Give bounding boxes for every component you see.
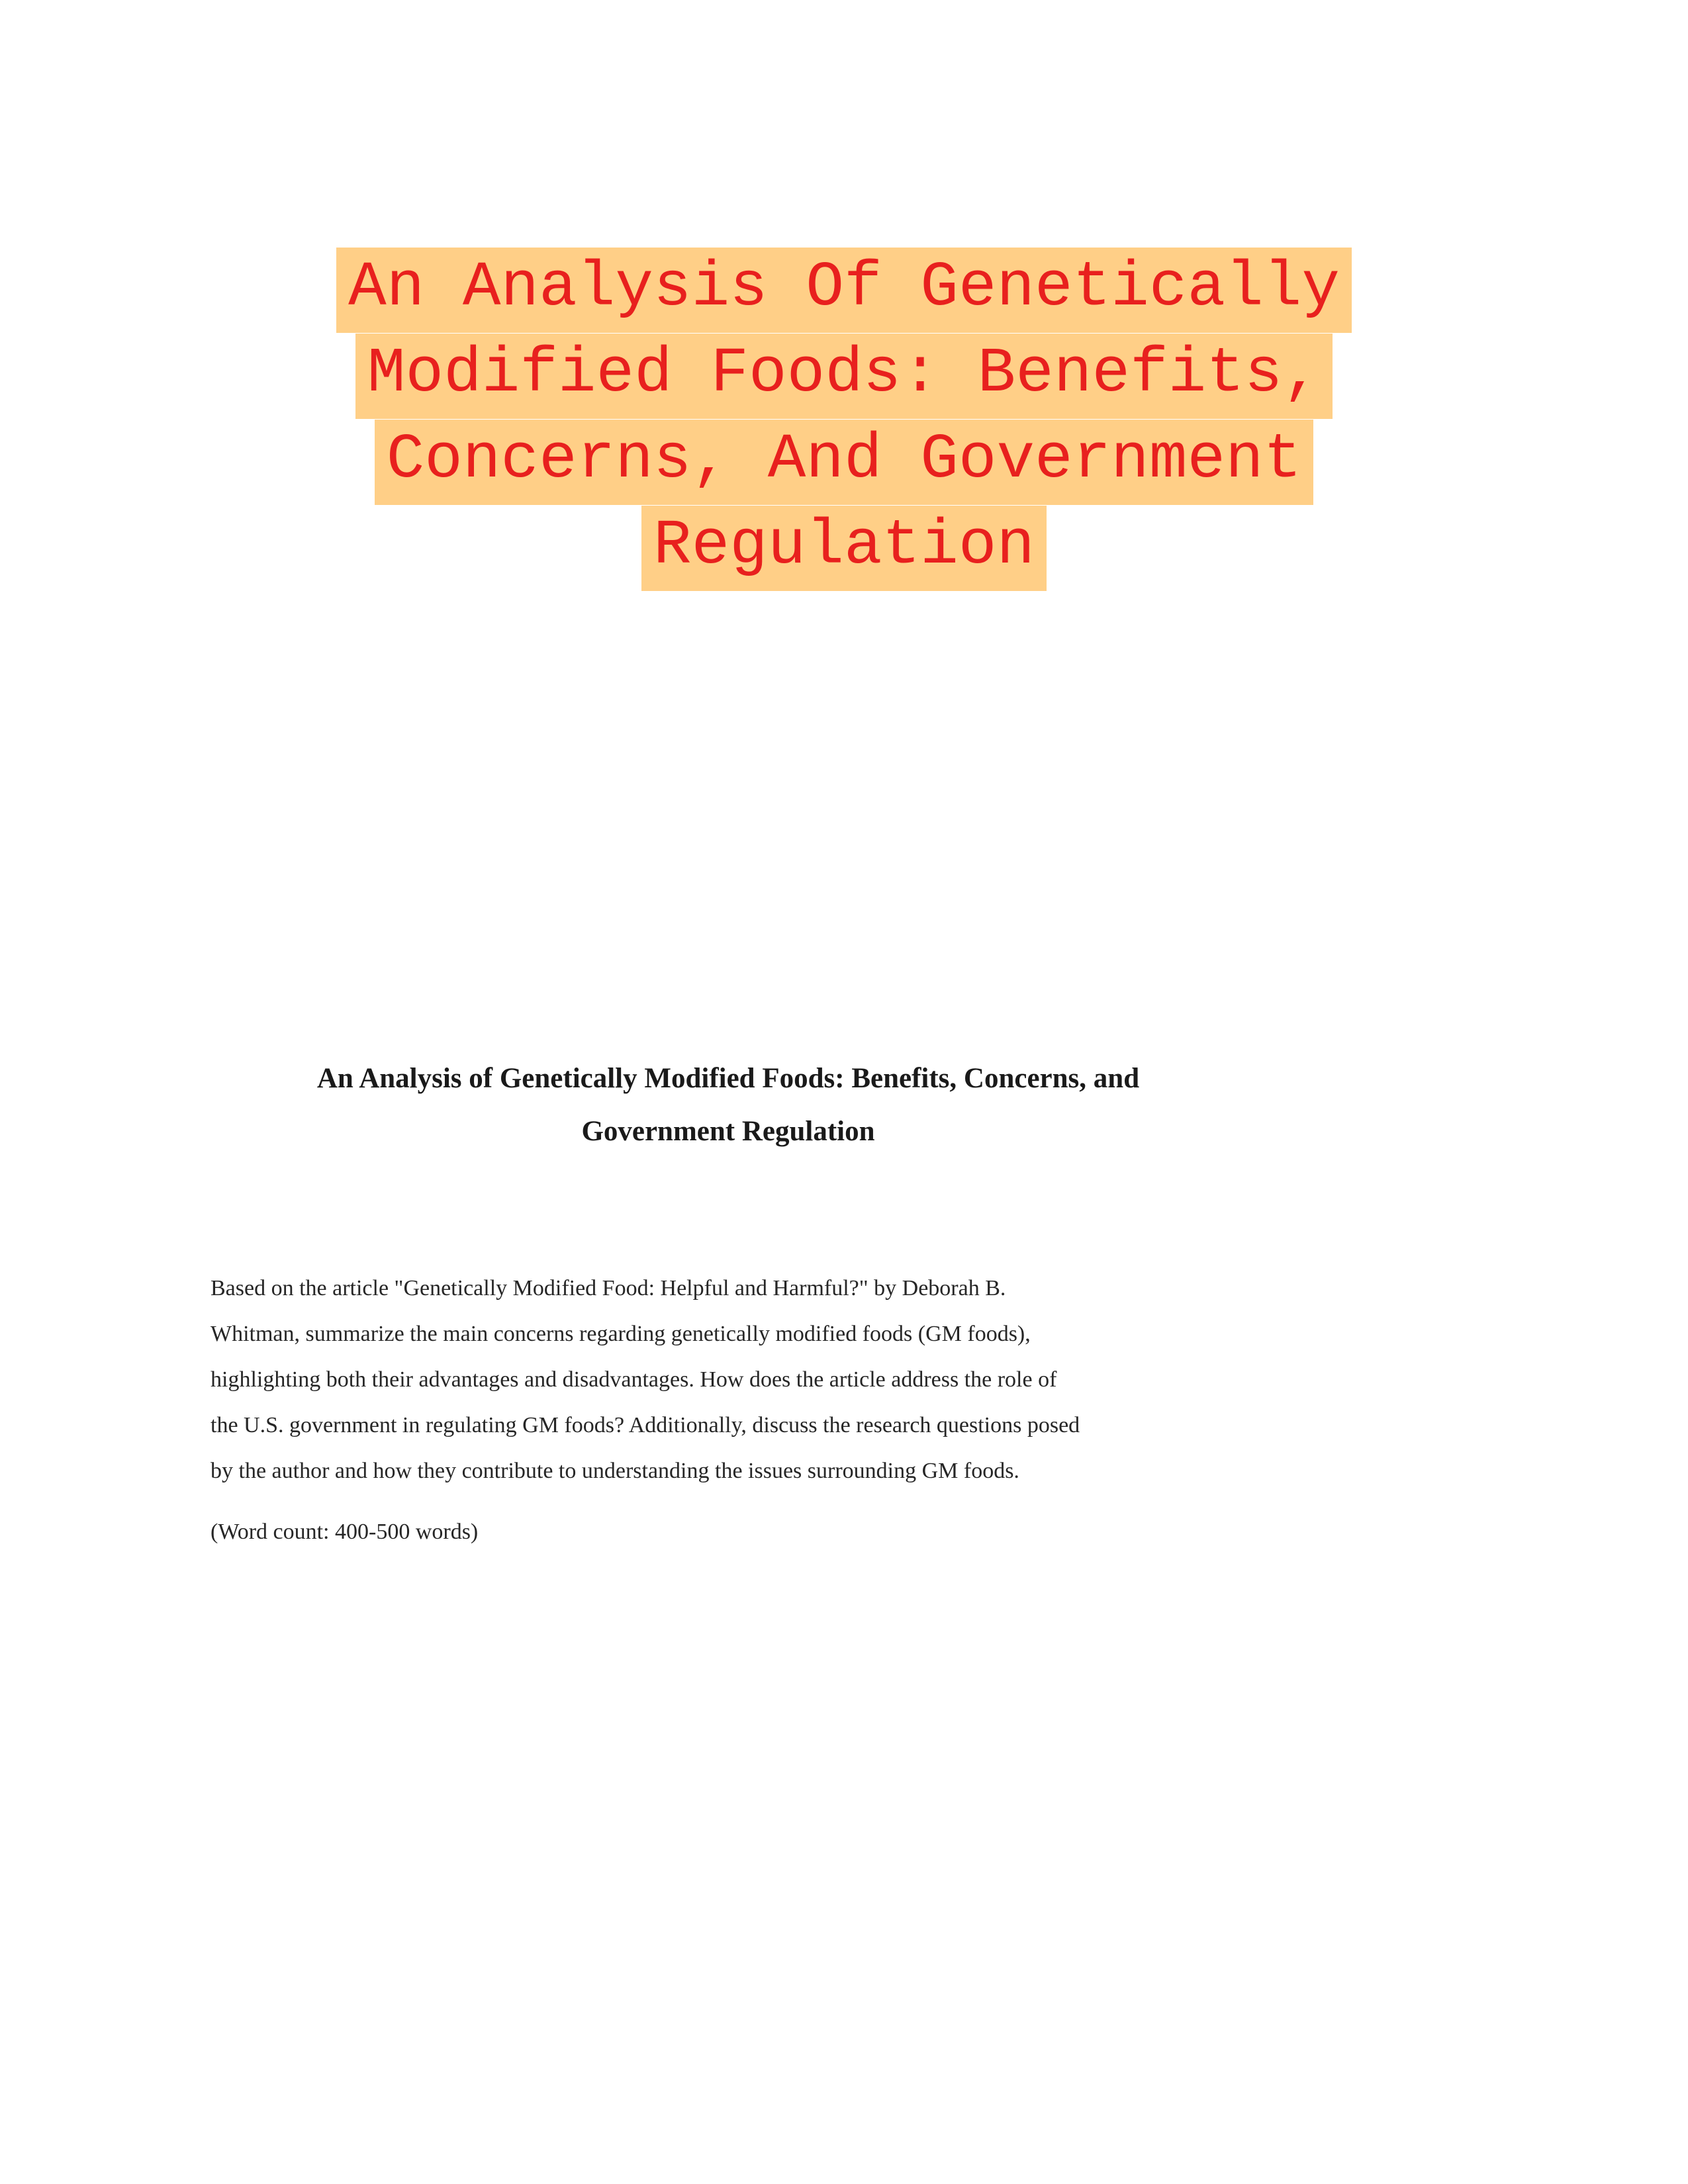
document-heading xyxy=(265,1052,1192,1158)
document-heading-line: Government Regulation xyxy=(581,1116,875,1147)
prompt-line: Based on the article "Genetically Modified Food: Helpful and Harmful?" by Deborah B. xyxy=(211,1276,1006,1300)
cover-title-line: Concerns, And Government xyxy=(0,417,1688,503)
prompt-line: the U.S. government in regulating GM foods? Additionally, discuss the research questions posed xyxy=(211,1413,1080,1437)
document-heading-line: An Analysis of Genetically Modified Foods: Benefits, Concerns, and xyxy=(316,1063,1140,1094)
cover-title-line: An Analysis Of Genetically xyxy=(0,245,1688,331)
prompt-line: by the author and how they contribute to understanding the issues surrounding GM foods. xyxy=(211,1459,1019,1483)
cover-title xyxy=(0,245,1688,589)
prompt-line: highlighting both their advantages and disadvantages. How does the article address the role of xyxy=(211,1367,1057,1392)
prompt-line: Whitman, summarize the main concerns regarding genetically modified foods (GM foods), xyxy=(211,1322,1031,1346)
cover-title-line: Modified Foods: Benefits, xyxy=(0,331,1688,417)
word-count-note: (Word count: 400-500 words) xyxy=(211,1520,479,1544)
prompt-paragraph xyxy=(211,1265,1296,1494)
cover-title-line: Regulation xyxy=(0,503,1688,589)
